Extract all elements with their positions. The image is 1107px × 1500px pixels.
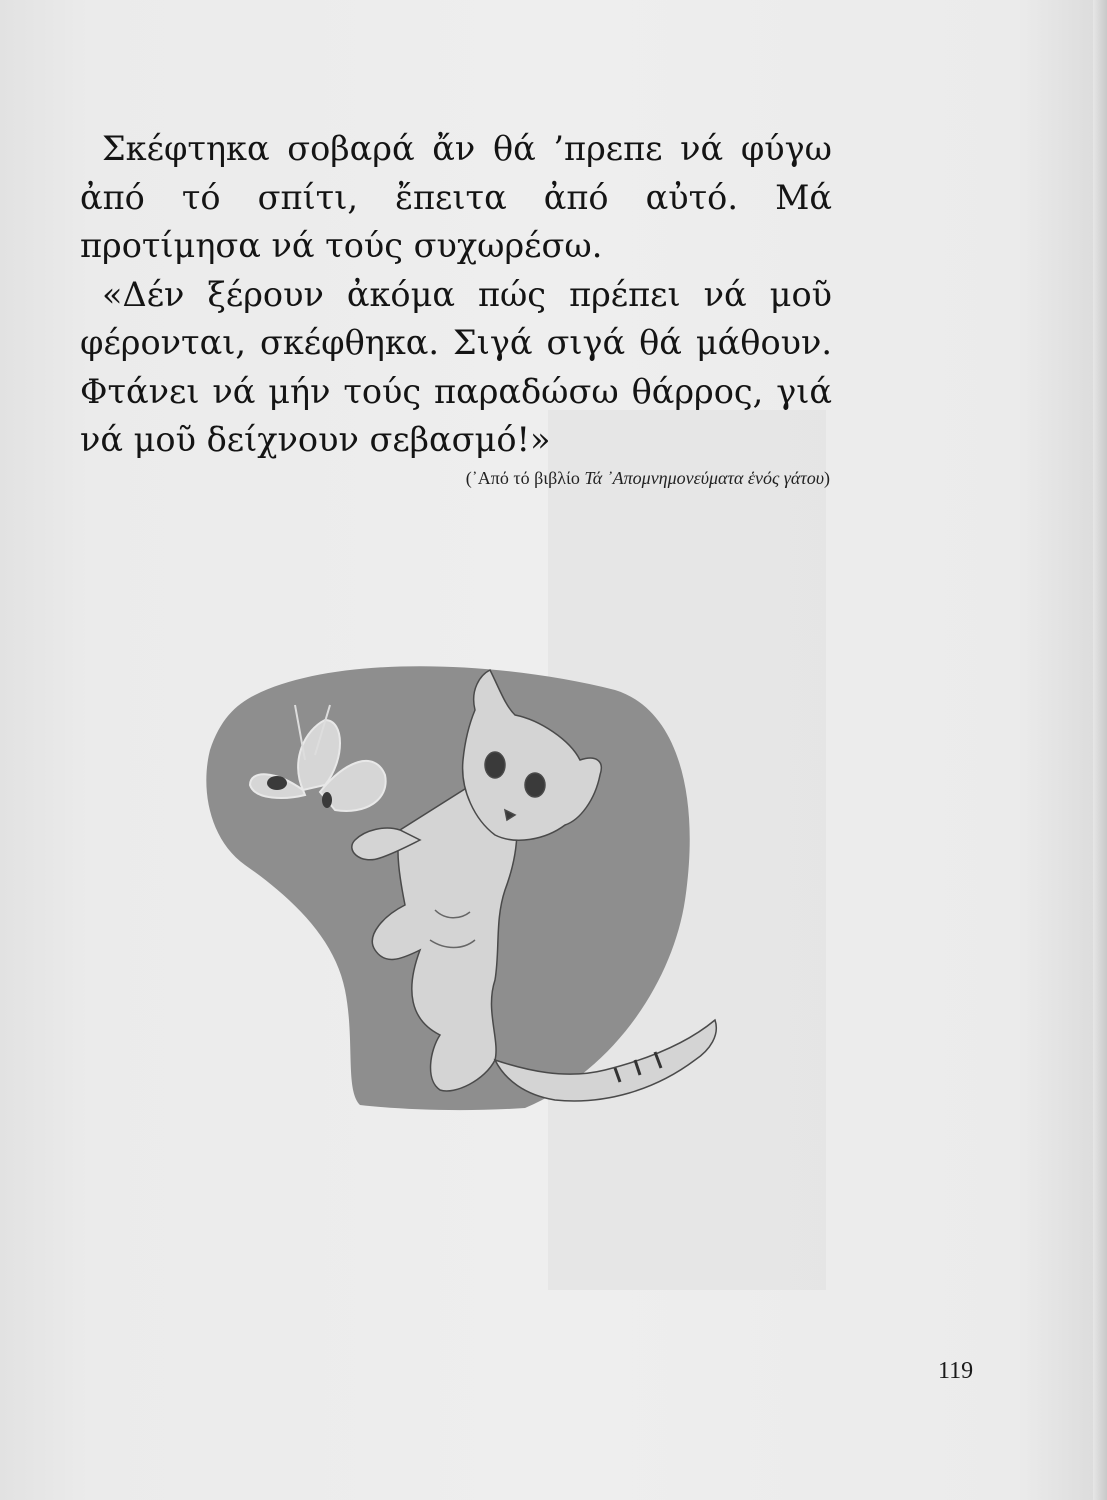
body-text [80,125,832,465]
page-number: 119 [938,1358,974,1384]
paragraph: «Δέν ξέρουν ἀκόμα πώς πρέπει νά μοῦ φέρονται, σκέφθηκα. Σιγά σιγά θά μάθουν. Φτάνει νά μήν τούς παραδώσω θάρρος, γιά νά μοῦ δείχνουν σεβασμό!» [80,274,832,459]
citation-prefix: (᾿Από τό βιβλίο [465,468,585,488]
cat-and-butterfly-illustration [195,650,725,1120]
paragraph: Σκέφτηκα σοβαρά ἄν θά ’πρεπε νά φύγω ἀπό τό σπίτι, ἔπειτα ἀπό αὐτό. Μά προτίμησα νά τούς συχωρέσω. [80,129,832,265]
citation-book-title: Τά ᾿Απομνημονεύματα ἑνός γάτου [584,468,824,488]
book-spine-edge [1093,0,1107,1500]
citation-suffix: ) [824,468,830,488]
source-citation [330,468,830,489]
